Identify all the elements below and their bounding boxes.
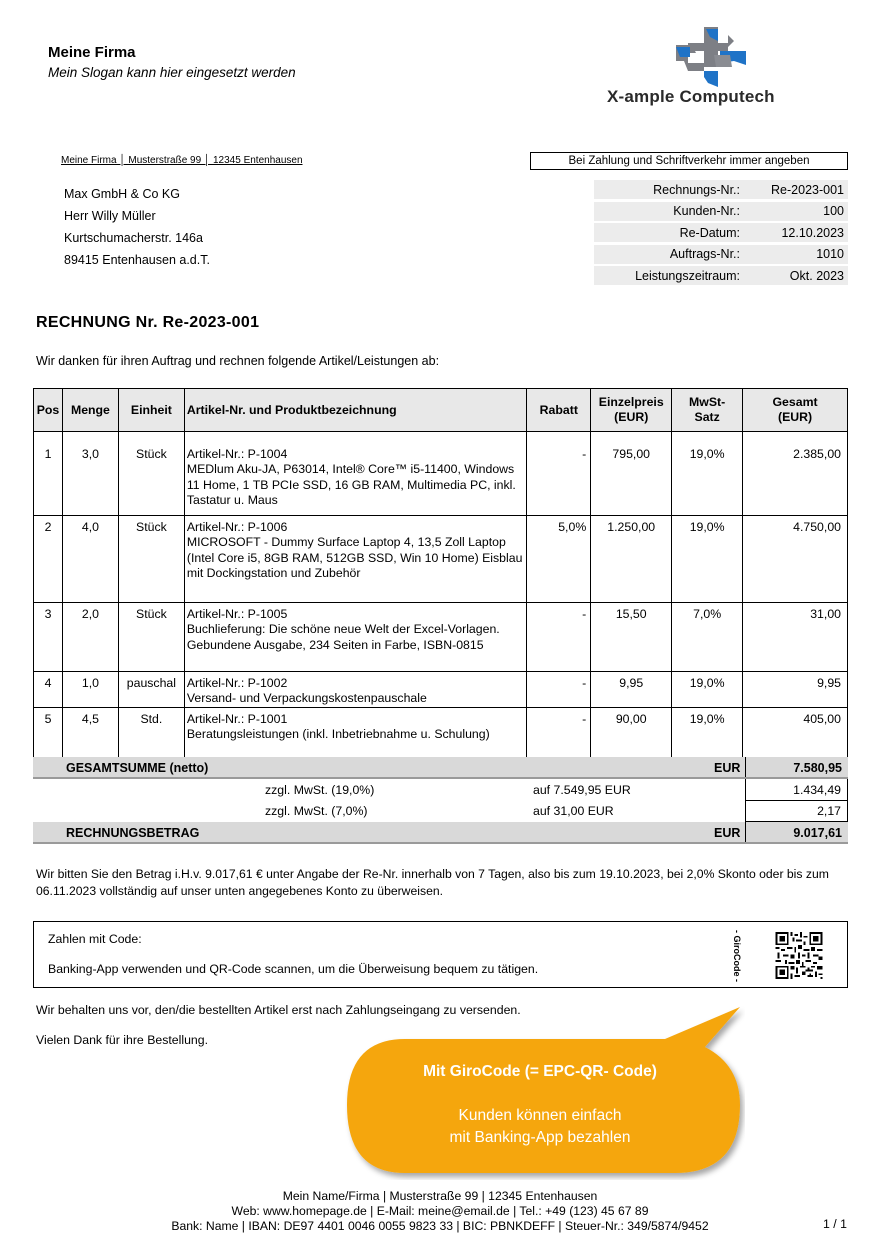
cell-qty: 1,0 <box>62 672 118 708</box>
footer-contact: Web: www.homepage.de | E-Mail: meine@email.de | Tel.: +49 (123) 45 67 89 <box>231 1204 649 1218</box>
intro-text: Wir danken für ihren Auftrag und rechnen folgende Artikel/Leistungen ab: <box>36 354 440 368</box>
cell-total: 405,00 <box>743 707 848 759</box>
vat-row <box>33 779 848 801</box>
col-header-unit: Einheit <box>118 389 184 432</box>
cell-discount: - <box>527 672 591 708</box>
net-total-value: 7.580,95 <box>793 761 842 775</box>
cell-description: MEDlum Aku-JA, P63014, Intel® Core™ i5-11400, Windows 11 Home, 1 TB PCIe SSD, 16 GB RAM, Multimedia PC, inkl. Tastatur u. Maus <box>186 462 516 508</box>
meta-row <box>594 202 848 221</box>
cell-qty: 2,0 <box>62 603 118 672</box>
col-header-vat <box>672 389 743 432</box>
cell-vat: 19,0% <box>672 672 743 708</box>
meta-label: Auftrags-Nr.: <box>669 247 740 262</box>
meta-value: Okt. 2023 <box>789 268 844 283</box>
cell-pos: 5 <box>34 707 63 759</box>
recipient-address <box>64 183 210 271</box>
cell-total: 9,95 <box>743 672 848 708</box>
cell-discount: 5,0% <box>527 516 591 603</box>
cell-unit: Std. <box>118 707 184 759</box>
cell-description: Versand- und Verpackungskostenpauschale <box>186 691 427 706</box>
callout-bubble <box>345 1005 745 1180</box>
cell-vat: 19,0% <box>672 707 743 759</box>
vat-base: auf 7.549,95 EUR <box>533 783 631 797</box>
table-header-row <box>34 389 848 432</box>
col-header-unit-price-2: (EUR) <box>614 410 649 424</box>
col-header-vat-2: Satz <box>694 410 720 424</box>
qr-code-icon[interactable] <box>774 932 824 979</box>
table-row <box>34 603 848 672</box>
girocode-vertical-label: - GiroCode - <box>732 930 742 982</box>
shipping-reservation-note: Wir behalten uns vor, den/die bestellten Artikel erst nach Zahlungseingang zu versenden. <box>36 1003 521 1017</box>
invoice-meta <box>594 180 848 288</box>
footer-bank: Bank: Name | IBAN: DE97 4401 0046 0055 9823 33 | BIC: PBNKDEFF | Steuer-Nr.: 349/5874/9452 <box>171 1219 709 1233</box>
col-header-total-2: (EUR) <box>777 410 813 424</box>
puzzle-cross-logo-icon <box>674 27 748 87</box>
cell-vat: 7,0% <box>672 603 743 672</box>
cell-pos: 3 <box>34 603 63 672</box>
cell-vat: 19,0% <box>672 516 743 603</box>
cell-qty: 4,5 <box>62 707 118 759</box>
reference-notice-box: Bei Zahlung und Schriftverkehr immer angeben <box>530 152 848 170</box>
gross-total-row <box>33 822 848 844</box>
table-row <box>34 432 848 516</box>
cell-pos: 2 <box>34 516 63 603</box>
cell-unit-price: 9,95 <box>591 672 672 708</box>
vat-label: zzgl. MwSt. (7,0%) <box>265 804 368 818</box>
gross-total-currency: EUR <box>714 826 741 840</box>
meta-value: 12.10.2023 <box>781 225 844 240</box>
cell-desc <box>184 707 526 759</box>
thank-you-note: Vielen Dank für ihre Bestellung. <box>36 1033 209 1047</box>
callout-title: Mit GiroCode (= EPC-QR- Code) <box>423 1063 657 1080</box>
net-total-currency: EUR <box>714 761 741 775</box>
cell-vat: 19,0% <box>672 432 743 516</box>
footer-address: Mein Name/Firma | Musterstraße 99 | 12345 Entenhausen <box>282 1189 598 1203</box>
gross-total-label: RECHNUNGSBETRAG <box>66 826 200 840</box>
items-table <box>33 388 848 760</box>
cell-total: 31,00 <box>743 603 848 672</box>
meta-value: 100 <box>823 204 844 219</box>
vat-row <box>33 800 848 822</box>
meta-value: 1010 <box>816 247 844 262</box>
vat-value: 2,17 <box>745 800 848 822</box>
cell-unit: Stück <box>118 516 184 603</box>
recipient-person: Herr Willy Müller <box>64 209 156 223</box>
cell-total: 4.750,00 <box>743 516 848 603</box>
cell-desc <box>184 672 526 708</box>
cell-unit: pauschal <box>118 672 184 708</box>
col-header-qty: Menge <box>62 389 118 432</box>
col-header-unit-price <box>591 389 672 432</box>
cell-discount: - <box>527 707 591 759</box>
col-header-pos: Pos <box>34 389 63 432</box>
girocode-description: Banking-App verwenden und QR-Code scannen, um die Überweisung bequem zu tätigen. <box>48 962 539 976</box>
col-header-total <box>743 389 848 432</box>
meta-label: Re-Datum: <box>679 225 740 240</box>
recipient-company: Max GmbH & Co KG <box>64 187 180 201</box>
table-row <box>34 672 848 708</box>
col-header-desc: Artikel-Nr. und Produktbezeichnung <box>184 389 526 432</box>
cell-desc <box>184 432 526 516</box>
cell-qty: 3,0 <box>62 432 118 516</box>
cell-discount: - <box>527 603 591 672</box>
vat-base: auf 31,00 EUR <box>533 804 614 818</box>
cell-qty: 4,0 <box>62 516 118 603</box>
cell-desc <box>184 603 526 672</box>
gross-total-value: 9.017,61 <box>793 826 842 840</box>
table-row <box>34 707 848 759</box>
cell-description: Buchlieferung: Die schöne neue Welt der Excel-Vorlagen. Gebundene Ausgabe, 234 Seiten in Farbe, ISBN-0815 <box>186 622 500 652</box>
meta-row <box>594 266 848 285</box>
col-header-discount: Rabatt <box>527 389 591 432</box>
col-header-vat-1: MwSt- <box>689 395 726 409</box>
recipient-city: 89415 Entenhausen a.d.T. <box>64 253 210 267</box>
invoice-title: RECHNUNG Nr. Re-2023-001 <box>36 314 260 331</box>
callout-line-1: Kunden können einfach <box>458 1107 622 1124</box>
recipient-street: Kurtschumacherstr. 146a <box>64 231 203 245</box>
cell-unit-price: 15,50 <box>591 603 672 672</box>
meta-label: Rechnungs-Nr.: <box>653 182 740 197</box>
meta-row <box>594 223 848 242</box>
cell-unit: Stück <box>118 432 184 516</box>
cell-unit: Stück <box>118 603 184 672</box>
cell-total: 2.385,00 <box>743 432 848 516</box>
girocode-title: Zahlen mit Code: <box>48 932 142 946</box>
cell-unit-price: 90,00 <box>591 707 672 759</box>
company-name: Meine Firma <box>48 44 136 61</box>
page-number: 1 / 1 <box>823 1217 847 1231</box>
logo-text: X-ample Computech <box>607 87 775 106</box>
payment-terms: Wir bitten Sie den Betrag i.H.v. 9.017,61 € unter Angabe der Re-Nr. innerhalb von 7 Tagen, also bis zum 19.10.2023, bei 2,0% Skonto oder bis zum 06.11.2023 vollständig auf unser unten angegebenes Konto zu überweisen. <box>36 867 829 898</box>
cell-article-no: Artikel-Nr.: P-1005 <box>186 607 288 621</box>
cell-unit-price: 1.250,00 <box>591 516 672 603</box>
cell-description: Beratungsleistungen (inkl. Inbetriebnahme u. Schulung) <box>186 727 490 742</box>
net-total-label: GESAMTSUMME (netto) <box>66 761 209 775</box>
cell-article-no: Artikel-Nr.: P-1001 <box>186 711 288 726</box>
cell-discount: - <box>527 432 591 516</box>
company-slogan: Mein Slogan kann hier eingesetzt werden <box>48 65 296 80</box>
meta-value: Re-2023-001 <box>771 182 844 197</box>
col-header-unit-price-1: Einzelpreis <box>598 395 664 409</box>
cell-pos: 4 <box>34 672 63 708</box>
callout-line-2: mit Banking-App bezahlen <box>449 1129 631 1146</box>
table-row <box>34 516 848 603</box>
vat-value: 1.434,49 <box>745 779 848 801</box>
girocode-box <box>33 921 848 988</box>
net-total-row <box>33 757 848 779</box>
meta-row <box>594 245 848 264</box>
cell-unit-price: 795,00 <box>591 432 672 516</box>
cell-desc <box>184 516 526 603</box>
cell-description: MICROSOFT - Dummy Surface Laptop 4, 13,5 Zoll Laptop (Intel Core i5, 8GB RAM, 512GB SSD, Win 10 Home) Eisblau mit Dockingstation und Zubehör <box>186 535 523 581</box>
meta-label: Kunden-Nr.: <box>673 204 740 219</box>
cell-article-no: Artikel-Nr.: P-1006 <box>186 520 288 534</box>
cell-article-no: Artikel-Nr.: P-1004 <box>186 447 288 461</box>
cell-pos: 1 <box>34 432 63 516</box>
sender-line: Meine Firma │ Musterstraße 99 │ 12345 Entenhausen <box>61 155 303 166</box>
meta-row <box>594 180 848 199</box>
col-header-total-1: Gesamt <box>772 395 818 409</box>
meta-label: Leistungszeitraum: <box>635 268 740 283</box>
cell-article-no: Artikel-Nr.: P-1002 <box>186 676 288 690</box>
vat-label: zzgl. MwSt. (19,0%) <box>265 783 375 797</box>
